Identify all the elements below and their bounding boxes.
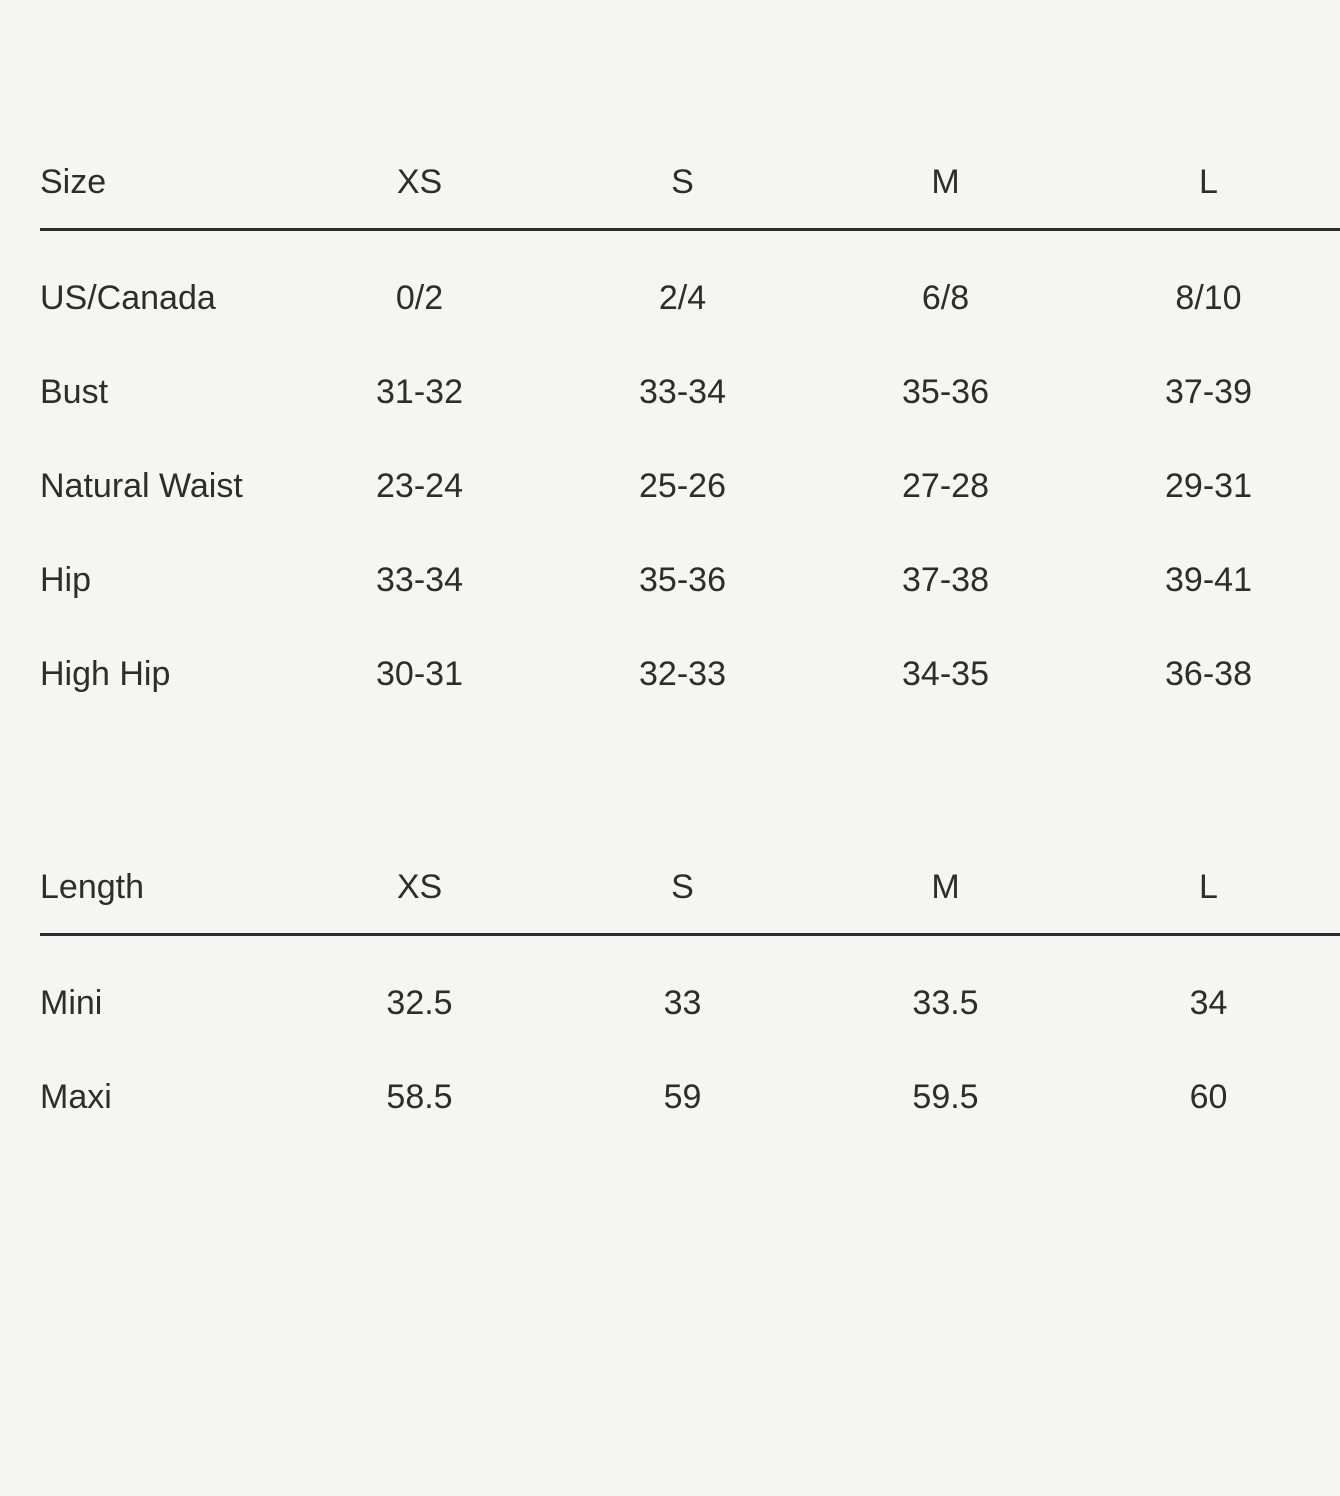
cell-value: 39-41 bbox=[1165, 561, 1252, 599]
cell-value: 29-31 bbox=[1165, 467, 1252, 505]
cell-value: 27-28 bbox=[902, 467, 989, 505]
cell-value: 37-39 bbox=[1165, 373, 1252, 411]
row-label: Hip bbox=[40, 561, 92, 599]
cell-value: 2/4 bbox=[658, 279, 707, 317]
table-row-bust bbox=[40, 345, 1340, 439]
column-header-length: Length bbox=[40, 867, 288, 935]
cell-value: 58.5 bbox=[386, 1078, 453, 1116]
cell-value: 33-34 bbox=[376, 561, 463, 599]
row-label: Maxi bbox=[40, 1078, 112, 1116]
column-header-size: Size bbox=[40, 162, 288, 230]
row-label: High Hip bbox=[40, 655, 171, 693]
table-row-high-hip bbox=[40, 627, 1340, 721]
column-header-l: L bbox=[1077, 162, 1340, 230]
row-label: Bust bbox=[40, 373, 109, 411]
column-header-s: S bbox=[551, 867, 814, 935]
table-row-mini bbox=[40, 935, 1340, 1051]
cell-value: 32-33 bbox=[639, 655, 726, 693]
cell-value: 60 bbox=[1189, 1078, 1228, 1116]
measurements-header-row bbox=[40, 162, 1340, 230]
table-row-hip bbox=[40, 533, 1340, 627]
column-header-l: L bbox=[1077, 867, 1340, 935]
column-header-xs: XS bbox=[288, 162, 551, 230]
cell-value: 8/10 bbox=[1175, 279, 1242, 317]
cell-value: 35-36 bbox=[639, 561, 726, 599]
column-header-xs: XS bbox=[288, 867, 551, 935]
cell-value: 23-24 bbox=[376, 467, 463, 505]
row-label: Natural Waist bbox=[40, 467, 243, 505]
cell-value: 59 bbox=[663, 1078, 702, 1116]
row-label: Mini bbox=[40, 984, 103, 1022]
cell-value: 6/8 bbox=[921, 279, 970, 317]
cell-value: 33.5 bbox=[912, 984, 979, 1022]
cell-value: 33 bbox=[663, 984, 702, 1022]
cell-value: 33-34 bbox=[639, 373, 726, 411]
cell-value: 34-35 bbox=[902, 655, 989, 693]
table-row-us-canada bbox=[40, 230, 1340, 346]
size-chart-page bbox=[0, 162, 1340, 1144]
cell-value: 25-26 bbox=[639, 467, 726, 505]
column-header-m: M bbox=[814, 162, 1077, 230]
column-header-s: S bbox=[551, 162, 814, 230]
row-label: US/Canada bbox=[40, 279, 216, 317]
cell-value: 59.5 bbox=[912, 1078, 979, 1116]
cell-value: 34 bbox=[1189, 984, 1228, 1022]
table-row-natural-waist bbox=[40, 439, 1340, 533]
measurements-table bbox=[40, 162, 1340, 721]
table-row-maxi bbox=[40, 1050, 1340, 1144]
cell-value: 0/2 bbox=[395, 279, 444, 317]
cell-value: 32.5 bbox=[386, 984, 453, 1022]
cell-value: 31-32 bbox=[376, 373, 463, 411]
length-table bbox=[40, 867, 1340, 1144]
cell-value: 36-38 bbox=[1165, 655, 1252, 693]
cell-value: 30-31 bbox=[376, 655, 463, 693]
length-header-row bbox=[40, 867, 1340, 935]
cell-value: 35-36 bbox=[902, 373, 989, 411]
column-header-m: M bbox=[814, 867, 1077, 935]
cell-value: 37-38 bbox=[902, 561, 989, 599]
